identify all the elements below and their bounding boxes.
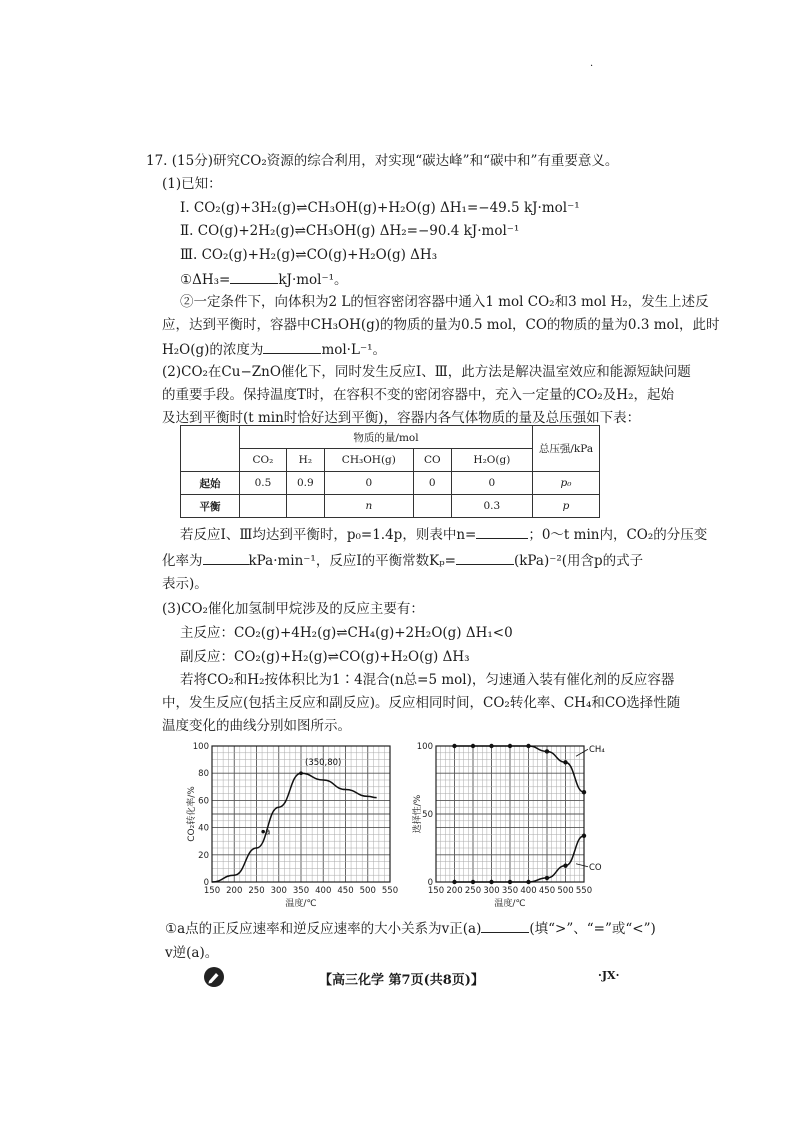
table-cell: n bbox=[324, 495, 413, 518]
answer-blank[interactable] bbox=[203, 550, 249, 565]
x-axis-label: 温度/℃ bbox=[494, 899, 526, 908]
data-point bbox=[508, 744, 512, 748]
part2-q-line2-c: (kPa)⁻²(用含p的式子 bbox=[513, 553, 644, 569]
x-tick-label: 200 bbox=[446, 886, 463, 896]
x-tick-label: 550 bbox=[381, 886, 399, 896]
table-cell bbox=[413, 495, 451, 518]
data-point bbox=[545, 749, 549, 753]
part2-q-line2 bbox=[162, 550, 643, 570]
table-row bbox=[181, 495, 600, 518]
peak-marker bbox=[299, 771, 303, 775]
x-tick-label: 150 bbox=[203, 886, 221, 896]
footer-code: ·JX· bbox=[598, 969, 620, 982]
part3-side-reaction: 副反应：CO₂(g)+H₂(g)⇌CO(g)+H₂O(g) ΔH₃ bbox=[180, 649, 470, 665]
x-tick-label: 250 bbox=[248, 886, 265, 896]
answer-blank[interactable] bbox=[230, 269, 278, 284]
x-tick-label: 400 bbox=[520, 886, 537, 896]
part2-line1: (2)CO₂在Cu−ZnO催化下，同时发生反应Ⅰ、Ⅲ，此方法是解决温室效应和能源短缺问题 bbox=[162, 364, 691, 380]
data-point bbox=[489, 880, 493, 884]
part3-line4: 若将CO₂和H₂按体积比为1∶4混合(n总=5 mol)，匀速通入装有催化剂的反应容器 bbox=[180, 672, 675, 688]
table-col-header: CO bbox=[413, 449, 451, 472]
data-point bbox=[563, 863, 567, 867]
co2-conversion-chart bbox=[180, 738, 400, 908]
answer-blank[interactable] bbox=[481, 918, 529, 933]
data-point bbox=[489, 744, 493, 748]
data-point bbox=[582, 790, 586, 794]
x-tick-label: 300 bbox=[483, 886, 500, 896]
data-point bbox=[452, 744, 456, 748]
y-axis-label: 选择性/% bbox=[413, 794, 423, 834]
y-tick-label: 100 bbox=[192, 742, 209, 752]
part3-line6: 温度变化的曲线分别如图所示。 bbox=[162, 718, 351, 734]
table-cell: 0.5 bbox=[240, 472, 287, 495]
data-point bbox=[582, 834, 586, 838]
table-cell: 0 bbox=[413, 472, 451, 495]
x-tick-label: 500 bbox=[557, 886, 574, 896]
part2-q-line1-b: ；0～t min内，CO₂的分压变 bbox=[528, 527, 708, 543]
x-tick-label: 450 bbox=[337, 886, 354, 896]
table-col-header: H₂ bbox=[286, 449, 324, 472]
data-point bbox=[545, 876, 549, 880]
legend-label: CH₄ bbox=[589, 745, 605, 756]
part1-q2-line3-pre: H₂O(g)的浓度为 bbox=[162, 342, 264, 358]
x-tick-label: 150 bbox=[427, 886, 445, 896]
table-cell bbox=[286, 495, 324, 518]
table-group-header: 物质的量/mol bbox=[240, 426, 533, 449]
table-cell: 0.9 bbox=[286, 472, 324, 495]
table-cell bbox=[240, 495, 287, 518]
x-tick-label: 400 bbox=[315, 886, 332, 896]
y-tick-label: 0 bbox=[203, 878, 209, 888]
selectivity-chart bbox=[408, 738, 608, 908]
x-tick-label: 550 bbox=[575, 886, 593, 896]
part1-q1 bbox=[180, 269, 348, 289]
part1-q2-line3-post: mol·L⁻¹。 bbox=[321, 342, 386, 358]
data-table bbox=[180, 425, 600, 518]
part2-q-line2-a: 化率为 bbox=[162, 553, 203, 569]
x-tick-label: 350 bbox=[292, 886, 310, 896]
table-col-header: H₂O(g) bbox=[451, 449, 532, 472]
legend-leader bbox=[576, 864, 588, 867]
stray-dot: · bbox=[590, 61, 594, 72]
x-tick-label: 250 bbox=[464, 886, 482, 896]
y-tick-label: 50 bbox=[422, 810, 433, 820]
y-tick-label: 80 bbox=[198, 769, 209, 780]
table-row bbox=[181, 472, 600, 495]
part3-line1: (3)CO₂催化加氢制甲烷涉及的反应主要有： bbox=[162, 601, 424, 617]
equation-3: Ⅲ. CO₂(g)+H₂(g)⇌CO(g)+H₂O(g) ΔH₃ bbox=[180, 247, 438, 263]
y-axis-label: CO₂转化率/% bbox=[187, 786, 197, 842]
y-tick-label: 0 bbox=[427, 878, 433, 888]
table-col-header: CH₃OH(g) bbox=[324, 449, 413, 472]
data-point bbox=[452, 880, 456, 884]
x-tick-label: 450 bbox=[538, 886, 556, 896]
part2-line3: 及达到平衡时(t min时恰好达到平衡)，容器内各气体物质的量及总压强如下表： bbox=[162, 410, 641, 426]
y-tick-label: 60 bbox=[198, 796, 209, 807]
part1-q1-pre: ①ΔH₃= bbox=[180, 272, 231, 288]
answer-blank[interactable] bbox=[476, 524, 528, 539]
table-cell: p bbox=[533, 495, 600, 518]
data-point bbox=[471, 880, 475, 884]
footer-page-info: 【高三化学 第7页(共8页)】 bbox=[319, 973, 484, 988]
x-axis-label: 温度/℃ bbox=[285, 899, 317, 908]
data-point bbox=[526, 880, 530, 884]
table-cell: p₀ bbox=[533, 472, 600, 495]
part1-q2-line1: ②一定条件下，向体积为2 L的恒容密闭容器中通入1 mol CO₂和3 mol H₂，发生上述反 bbox=[180, 294, 709, 310]
table-row-label: 平衡 bbox=[181, 495, 240, 518]
table-col-header: CO₂ bbox=[240, 449, 287, 472]
equation-2: Ⅱ. CO(g)+2H₂(g)⇌CH₃OH(g) ΔH₂=−90.4 kJ·mol⁻¹ bbox=[180, 223, 520, 239]
part3-q1-post: (填“>”、“=”或“<”) bbox=[529, 921, 656, 937]
pencil-icon bbox=[203, 966, 225, 988]
table-pressure-header: 总压强/kPa bbox=[533, 426, 600, 472]
answer-blank[interactable] bbox=[263, 339, 321, 354]
part2-q-line1 bbox=[180, 524, 707, 544]
table-cell: 0.3 bbox=[451, 495, 532, 518]
legend-label: CO bbox=[589, 862, 602, 873]
point-a-label: a bbox=[265, 827, 271, 838]
data-point bbox=[508, 880, 512, 884]
answer-blank[interactable] bbox=[456, 550, 514, 565]
peak-label: (350,80) bbox=[305, 758, 342, 769]
part1-title: (1)已知： bbox=[162, 176, 222, 192]
data-point bbox=[471, 744, 475, 748]
part3-q1-pre: ①a点的正反应速率和逆反应速率的大小关系为v正(a) bbox=[165, 921, 482, 937]
table-corner-cell bbox=[181, 426, 240, 472]
y-tick-label: 40 bbox=[198, 823, 209, 834]
x-tick-label: 500 bbox=[359, 886, 376, 896]
part2-line2: 的重要手段。保持温度T时，在容积不变的密闭容器中，充入一定量的CO₂及H₂，起始 bbox=[162, 387, 674, 403]
part3-main-reaction: 主反应：CO₂(g)+4H₂(g)⇌CH₄(g)+2H₂O(g) ΔH₁<0 bbox=[180, 625, 513, 641]
y-tick-label: 100 bbox=[416, 742, 433, 752]
table-row-label: 起始 bbox=[181, 472, 240, 495]
x-tick-label: 350 bbox=[501, 886, 519, 896]
question-17-header: 17. (15分)研究CO₂资源的综合利用，对实现“碳达峰”和“碳中和”有重要意义。 bbox=[146, 153, 619, 169]
x-tick-label: 300 bbox=[270, 886, 287, 896]
equation-1: Ⅰ. CO₂(g)+3H₂(g)⇌CH₃OH(g)+H₂O(g) ΔH₁=−49.5 kJ·mol⁻¹ bbox=[180, 200, 580, 216]
part1-q1-post: kJ·mol⁻¹。 bbox=[278, 272, 348, 288]
part1-q2-line2: 应，达到平衡时，容器中CH₃OH(g)的物质的量为0.5 mol，CO的物质的量为0.3 mol，此时 bbox=[162, 317, 720, 333]
part2-q-line2-b: kPa·min⁻¹，反应Ⅰ的平衡常数Kₚ= bbox=[248, 553, 456, 569]
table-cell: 0 bbox=[451, 472, 532, 495]
part3-line5: 中，发生反应(包括主反应和副反应)。反应相同时间，CO₂转化率、CH₄和CO选择性随 bbox=[162, 695, 681, 711]
part2-q-line1-a: 若反应Ⅰ、Ⅲ均达到平衡时，p₀=1.4p，则表中n= bbox=[180, 527, 477, 543]
x-tick-label: 200 bbox=[226, 886, 243, 896]
part3-q1-line1 bbox=[165, 918, 656, 938]
y-tick-label: 20 bbox=[198, 850, 209, 861]
part1-q2-line3 bbox=[162, 339, 386, 359]
part2-q-line3: 表示)。 bbox=[162, 576, 208, 592]
table-cell: 0 bbox=[324, 472, 413, 495]
part3-q1-line2: v逆(a)。 bbox=[165, 945, 219, 961]
data-point bbox=[526, 744, 530, 748]
data-point bbox=[563, 760, 567, 764]
